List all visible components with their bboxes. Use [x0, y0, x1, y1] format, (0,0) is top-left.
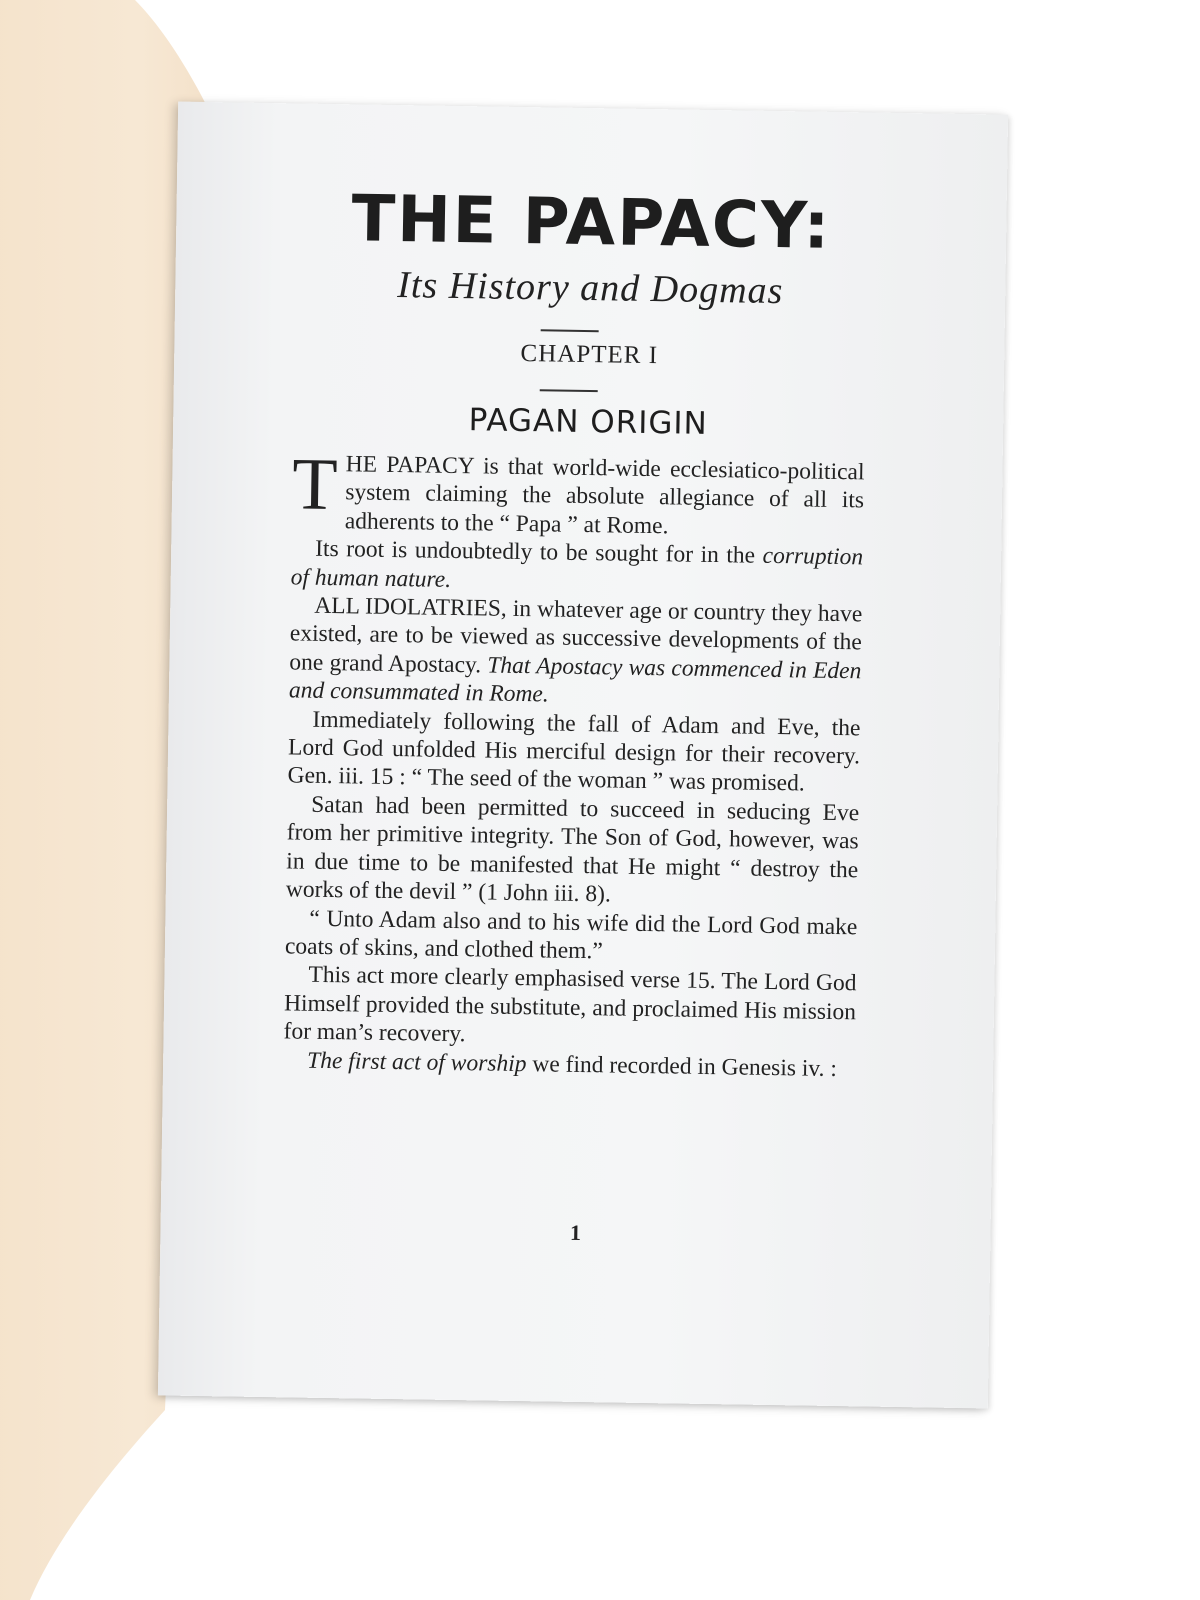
page-subtitle: Its History and Dogmas: [396, 264, 784, 313]
section-heading: PAGAN ORIGIN: [468, 402, 709, 442]
page-title: THE PAPACY:: [350, 182, 832, 264]
paragraph-8-text: we find recorded in Genesis iv. :: [526, 1050, 838, 1082]
paragraph-3-text: ALL IDOLATRIES, in whatever age or country they have existed, are to be viewed as successive developments of the one grand Apostacy.: [289, 592, 863, 679]
paragraph-3: [289, 591, 863, 714]
paragraph-2-text: Its root is undoubtedly to be sought for in the: [314, 535, 763, 570]
paragraph-6: “ Unto Adam also and to his wife did the Lord God make coats of skins, and clothed them.”: [284, 905, 858, 965]
book-page: [158, 102, 1008, 1409]
paragraph-7: This act more clearly emphasised verse 15. The Lord God Himself provided the substitute, and proclaimed His mission for man’s recovery.: [283, 962, 857, 1048]
paragraph-3-italic: That Apostacy was commenced in Eden and consummated in Rome.: [288, 652, 862, 708]
paragraph-1-text: HE PAPACY is that world-wide ecclesiatico-political system claiming the absolute allegiance of all its adherents to the “ Papa ” at Rome.: [344, 451, 865, 540]
paragraph-2-italic: corruption of human nature.: [290, 543, 864, 593]
paragraph-8-italic: The first act of worship: [306, 1047, 527, 1077]
paragraph-4: Immediately following the fall of Adam and Eve, the Lord God unfolded His merciful design for their recovery. Gen. iii. 15 : “ The seed of the woman ” was promised.: [287, 706, 861, 797]
page-number: 1: [569, 1219, 582, 1246]
divider-top: [541, 329, 599, 332]
divider-bottom: [540, 389, 598, 392]
paragraph-1: [291, 443, 865, 543]
paragraph-2: [291, 535, 864, 601]
drop-cap: T: [291, 443, 339, 527]
paragraph-5: Satan had been permitted to succeed in seducing Eve from her primitive integrity. The Son of God, however, was in due time to be manifested that He might “ destroy the works of the devil ” (1 John iii. 8).: [285, 791, 860, 908]
chapter-heading: CHAPTER I: [520, 339, 659, 370]
body-text: [283, 443, 865, 1083]
